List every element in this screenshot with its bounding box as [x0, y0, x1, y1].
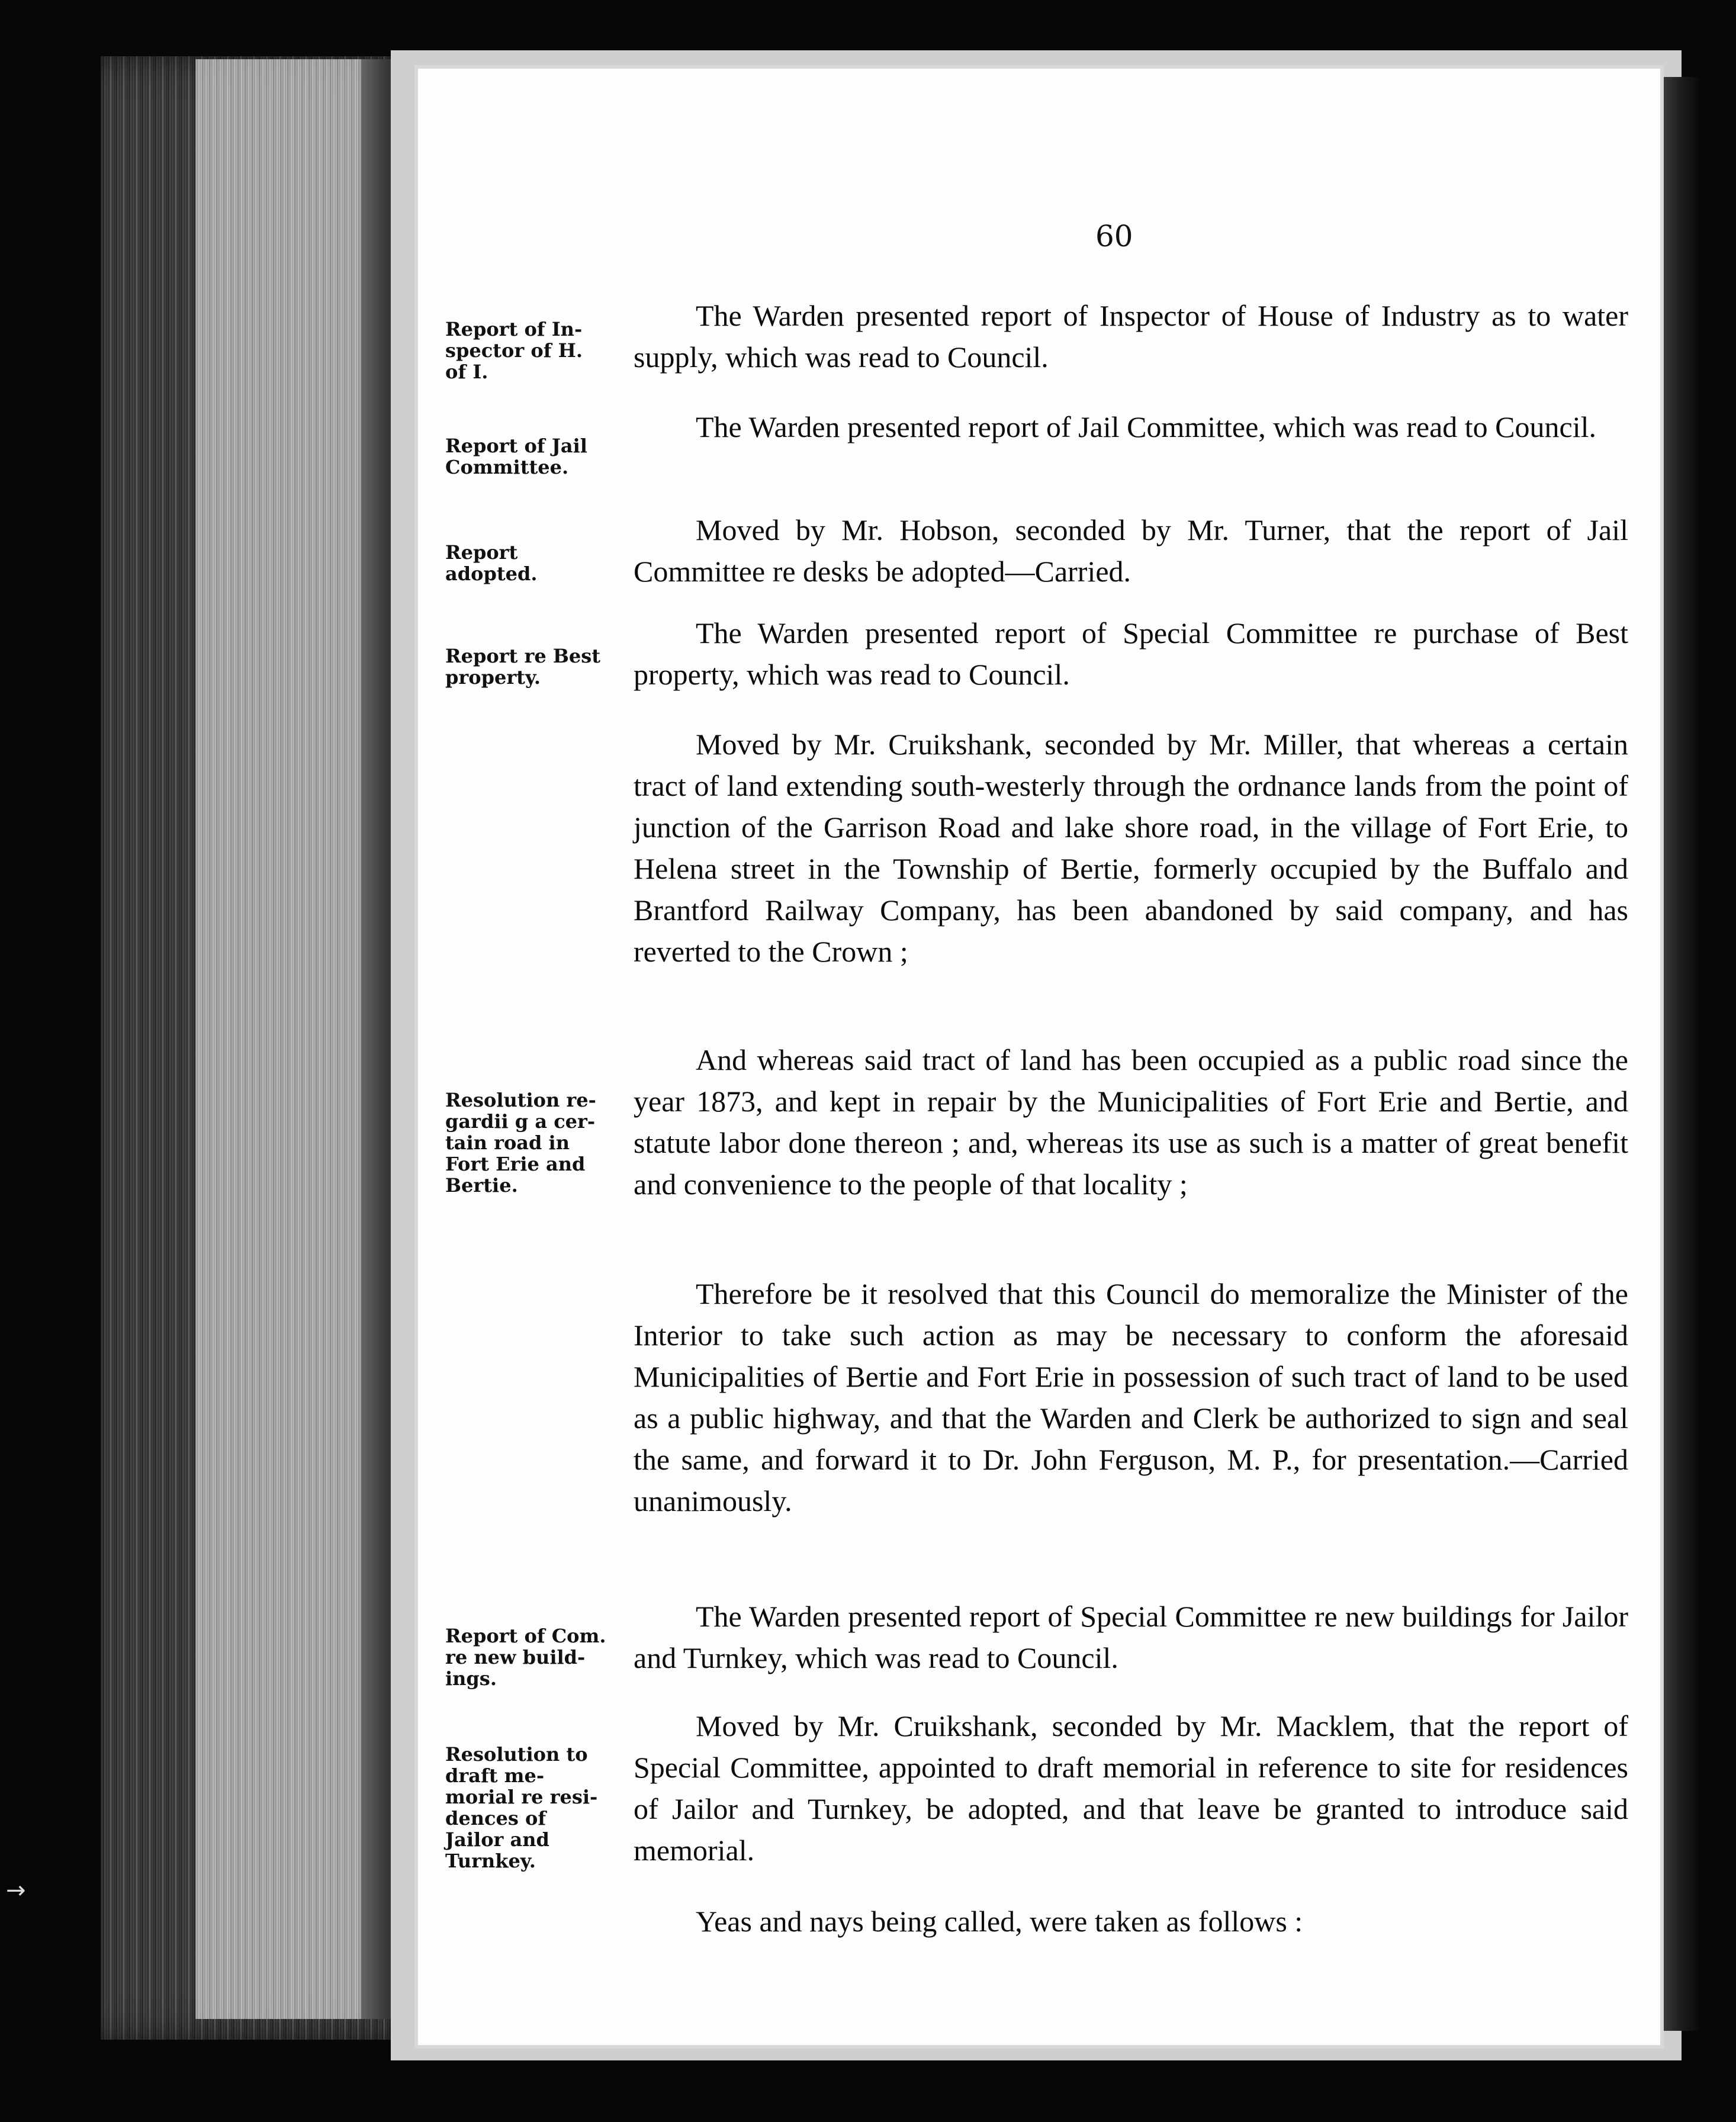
sidenote-jail-committee: Report of Jail Committee.	[445, 435, 587, 478]
sidenote-inspector-report: Report of In- spector of H. of I.	[445, 318, 583, 383]
paragraph-resolved: Therefore be it resolved that this Council do memoralize the Minister of the Interior to take such action as may be necessary to conform the aforesaid Municipalities of Bertie and Fort Erie in possession of such tract of land to be used as a public highway, and that the Warden and Clerk be authorized to sign and seal the same, and forward it to Dr. John Ferguson, M. P., for presentation.—Carried unanimously.	[634, 1277, 1628, 1517]
paragraph-whereas: And whereas said tract of land has been occupied as a public road since the year 1873, and kept in repair by the Municipalities of Fort Erie and Bertie, and statute labor done thereon ; and, whereas its use as such is a matter of great benefit and convenience to the people of that locality ;	[634, 1043, 1628, 1201]
margin-arrow-mark: →	[6, 1877, 26, 1904]
paragraph-new-buildings: The Warden presented report of Special Committee re new buildings for Jailor and Turnkey, which was read to Council.	[634, 1600, 1628, 1674]
paragraph-yeas-nays: Yeas and nays being called, were taken as follows :	[696, 1905, 1303, 1938]
sidenote-best-property: Report re Best property.	[445, 645, 601, 689]
paragraph-report-adopted: Moved by Mr. Hobson, seconded by Mr. Turner, that the report of Jail Committee re desks be adopted—Carried.	[634, 513, 1628, 588]
right-page-edge	[1658, 77, 1699, 2031]
paragraph-best-property: The Warden presented report of Special Committee re purchase of Best property, which was read to Council.	[634, 616, 1628, 691]
book-page-edges-highlight	[195, 59, 361, 2019]
paragraph-inspector-report: The Warden presented report of Inspector of House of Industry as to water supply, which was read to Council.	[634, 299, 1628, 374]
sidenote-new-buildings: Report of Com. re new build- ings.	[445, 1625, 606, 1690]
paragraph-macklem-motion: Moved by Mr. Cruikshank, seconded by Mr. Macklem, that the report of Special Committee, appointed to draft memorial in reference to site for residences of Jailor and Turnkey, be adopted, and that leave be granted to introduce said memorial.	[634, 1709, 1628, 1867]
sidenote-road-resolution: Resolution re- gardii g a cer- tain road in Fort Erie and Bertie.	[445, 1089, 596, 1197]
sidenote-memorial-resolution: Resolution to draft me- morial re resi- dences of Jailor and Turnkey.	[445, 1743, 598, 1872]
paragraph-cruikshank-motion: Moved by Mr. Cruikshank, seconded by Mr. Miller, that whereas a certain tract of land extending south-westerly through the ordnance lands from the point of junction of the Garrison Road and lake shore road, in the village of Fort Erie, to Helena street in the Township of Bertie, formerly occupied by the Buffalo and Brantford Railway Company, has been abandoned by said company, and has reverted to the Crown ;	[634, 728, 1628, 968]
paragraph-jail-committee: The Warden presented report of Jail Committee, which was read to Council.	[696, 410, 1596, 443]
sidenote-report-adopted: Report adopted.	[445, 541, 538, 585]
page-number: 60	[1095, 219, 1133, 253]
